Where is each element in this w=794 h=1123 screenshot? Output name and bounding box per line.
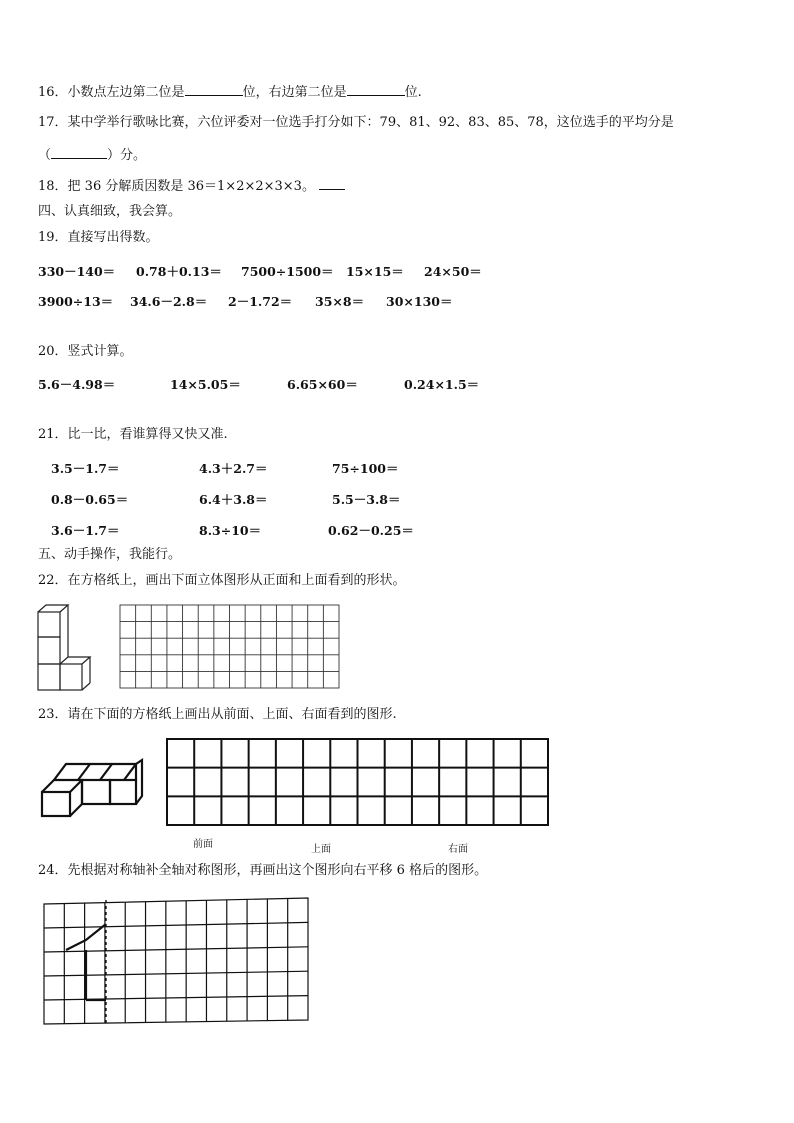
- calc-item: 0.62－0.25＝: [328, 523, 414, 538]
- calc-item: 14×5.05＝: [170, 377, 241, 392]
- question-21-title: 21．比一比，看谁算得又快又准.: [38, 427, 228, 442]
- calc-item: 24×50＝: [424, 264, 482, 279]
- q22-cube-figure: [36, 602, 96, 694]
- grid-line: [44, 922, 308, 928]
- calc-item: 330－140＝: [38, 264, 116, 279]
- question-20-title: 20．竖式计算。: [38, 344, 133, 359]
- q23-grid-paper[interactable]: [165, 737, 551, 827]
- question-22-title: 22．在方格纸上，画出下面立体图形从正面和上面看到的形状。: [38, 573, 406, 588]
- calc-item: 2－1.72＝: [228, 294, 293, 309]
- answer-blank[interactable]: [319, 177, 345, 190]
- label-right: 右面: [448, 844, 468, 855]
- q22-grid-paper[interactable]: [119, 604, 341, 690]
- question-17-answer: （ ）分。: [38, 148, 147, 163]
- label-front: 前面: [193, 839, 213, 850]
- answer-blank[interactable]: [185, 83, 243, 96]
- calc-item: 35×8＝: [315, 294, 365, 309]
- section-5-heading: 五、动手操作，我能行。: [38, 547, 182, 562]
- calc-item: 34.6－2.8＝: [130, 294, 208, 309]
- grid-line: [44, 971, 308, 976]
- section-4-heading: 四、认真细致，我会算。: [38, 204, 182, 219]
- question-19-title: 19．直接写出得数。: [38, 230, 159, 245]
- calc-item: 7500÷1500＝: [241, 264, 334, 279]
- calc-item: 8.3÷10＝: [199, 523, 262, 538]
- question-23-title: 23．请在下面的方格纸上画出从前面、上面、右面看到的图形.: [38, 707, 397, 722]
- calc-item: 3.5－1.7＝: [51, 461, 120, 476]
- grid-line: [44, 947, 308, 952]
- calc-item: 30×130＝: [386, 294, 453, 309]
- answer-blank[interactable]: [347, 83, 405, 96]
- calc-item: 4.3＋2.7＝: [199, 461, 268, 476]
- question-18: 18．把 36 分解质因数是 36＝1×2×2×3×3。: [38, 177, 345, 195]
- grid-line: [44, 996, 308, 1000]
- q23-cube-figure: [40, 758, 145, 818]
- calc-item: 6.4＋3.8＝: [199, 492, 268, 507]
- calc-item: 6.65×60＝: [287, 377, 358, 392]
- calc-item: 3900÷13＝: [38, 294, 114, 309]
- calc-item: 15×15＝: [346, 264, 404, 279]
- answer-blank[interactable]: [51, 146, 107, 159]
- calc-item: 0.78＋0.13＝: [136, 264, 222, 279]
- calc-item: 5.5－3.8＝: [332, 492, 401, 507]
- calc-item: 3.6－1.7＝: [51, 523, 120, 538]
- calc-item: 5.6－4.98＝: [38, 377, 116, 392]
- calc-item: 0.24×1.5＝: [404, 377, 480, 392]
- calc-item: 75÷100＝: [332, 461, 399, 476]
- calc-item: 0.8－0.65＝: [51, 492, 129, 507]
- label-top: 上面: [311, 844, 331, 855]
- question-24-title: 24．先根据对称轴补全轴对称图形，再画出这个图形向右平移 6 格后的图形。: [38, 863, 488, 878]
- question-16: 16．小数点左边第二位是 位，右边第二位是 位.: [38, 85, 422, 100]
- question-17: 17．某中学举行歌咏比赛，六位评委对一位选手打分如下：79、81、92、83、85、78，这位选手的平均分是: [38, 115, 674, 130]
- q24-grid-paper[interactable]: [40, 896, 312, 1026]
